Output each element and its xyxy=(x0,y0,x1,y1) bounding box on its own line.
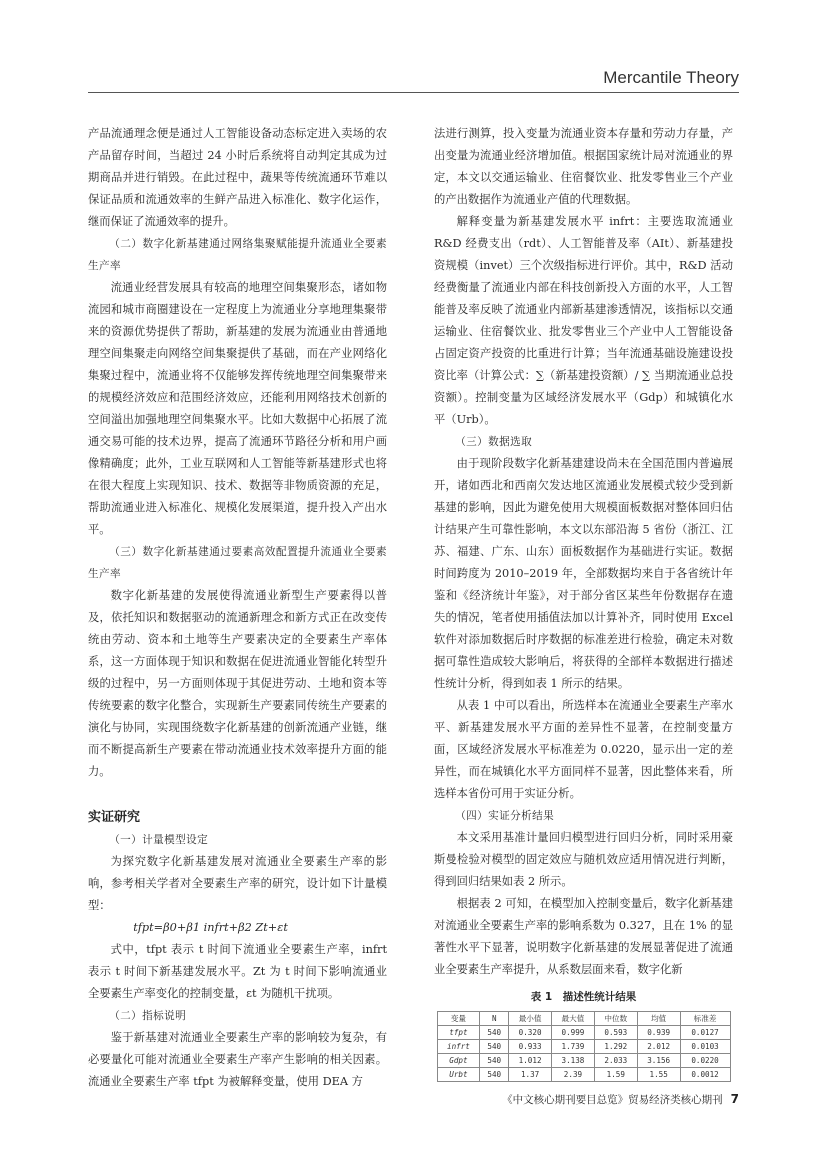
table-cell: 0.933 xyxy=(509,1040,552,1054)
subsection-heading: （二）数字化新基建通过网络集聚赋能提升流通业全要素生产率 xyxy=(88,238,387,272)
table-header-cell: 均值 xyxy=(637,1012,680,1026)
running-title: Mercantile Theory xyxy=(603,68,739,87)
table-cell: 0.0127 xyxy=(680,1026,730,1040)
table-header-cell: N xyxy=(480,1012,509,1026)
table-header-cell: 变量 xyxy=(437,1012,480,1026)
table-cell: 0.0103 xyxy=(680,1040,730,1054)
section-heading: 实证研究 xyxy=(88,810,141,825)
table-caption: 表 1 描述性统计结果 xyxy=(530,991,637,1003)
paragraph: 解释变量为新基建发展水平 infrt：主要选取流通业 R&D 经费支出（rdt）、人工智能普及率（AIt）、新基建投资规模（invet）三个次级指标进行评价。其中，R&D 活动经费衡量了流通业内部在科技创新投入方面的水平，人工智能普及率反映了流通业内部新基建渗透情况，该指标以交通运输业、住宿餐饮业、批发零售业三个产业中人工智能设备占固定资产投资的比重进行计算；当年流通基础设施建设投资比率（计算公式：∑（新基建投资额）/ ∑ 当期流通业总投资额）。控制变量为区域经济发展水平（Gdp）和城镇化水平（Urb）。 xyxy=(434,215,733,426)
paragraph: 从表 1 中可以看出，所选样本在流通业全要素生产率水平、新基建发展水平方面的差异性不显著，在控制变量方面，区域经济发展水平标准差为 0.0220，显示出一定的差异性，而在城镇化水平方面同样不显著，因此整体来看，所选样本省份可用于实证分析。 xyxy=(434,699,733,800)
subsection-heading: （四）实证分析结果 xyxy=(455,810,555,822)
page-footer xyxy=(502,1092,739,1107)
table-cell: 540 xyxy=(480,1026,509,1040)
table-cell: 2.033 xyxy=(594,1054,637,1068)
table-row xyxy=(437,1068,730,1082)
header-rule xyxy=(88,92,739,93)
table-row xyxy=(437,1026,730,1040)
table-row xyxy=(437,1040,730,1054)
table-cell: infrt xyxy=(437,1040,480,1054)
table-row xyxy=(437,1054,730,1068)
subsection-heading: （一）计量模型设定 xyxy=(109,834,209,846)
table-cell: Gdpt xyxy=(437,1054,480,1068)
paragraph: 根据表 2 可知，在模型加入控制变量后，数字化新基建对流通业全要素生产率的影响系数为 0.327，且在 1% 的显著性水平下显著，说明数字化新基建的发展显著促进了流通业全要素生产率提升，从系数层面来看，数字化新 xyxy=(434,897,733,976)
table-cell: 1.55 xyxy=(637,1068,680,1082)
paragraph: 流通业经营发展具有较高的地理空间集聚形态，诸如物流园和城市商圈建设在一定程度上为流通业分享地理集聚带来的资源优势提供了帮助，新基建的发展为流通业由普通地理空间集聚走向网络空间集聚提供了基础，而在产业网络化集聚过程中，流通业将不仅能够发挥传统地理空间集聚带来的规模经济效应和范围经济效应，还能利用网络技术创新的空间溢出加强地理空间集聚水平。比如大数据中心拓展了流通交易可能的技术边界，提高了流通环节路径分析和用户画像精确度；此外，工业互联网和人工智能等新基建形式也将在很大程度上实现知识、技术、数据等非物质资源的充足，帮助流通业进入标准化、规模化发展渠道，提升投入产出水平。 xyxy=(88,281,387,536)
table-cell: 540 xyxy=(480,1054,509,1068)
table-cell: 0.999 xyxy=(552,1026,595,1040)
paragraph: 产品流通理念便是通过人工智能设备动态标定进入卖场的农产品留存时间，当超过 24 小时后系统将自动判定其成为过期商品并进行销毁。在此过程中，蔬果等传统流通环节难以保证品质和流通效率的生鲜产品进入标准化、数字化运作，继而保证了流通效率的提升。 xyxy=(88,127,387,228)
table-cell: 0.939 xyxy=(637,1026,680,1040)
model-formula: tfpt=β0+β1 infrt+β2 Zt+εt xyxy=(133,921,288,934)
table-header-cell: 标准差 xyxy=(680,1012,730,1026)
subsection-heading: （二）指标说明 xyxy=(109,1010,187,1022)
table-cell: 540 xyxy=(480,1040,509,1054)
table-cell: 1.37 xyxy=(509,1068,552,1082)
descriptive-stats-table xyxy=(437,1011,731,1082)
table-cell: 1.59 xyxy=(594,1068,637,1082)
page-number: 7 xyxy=(730,1092,739,1106)
table-cell: 1.012 xyxy=(509,1054,552,1068)
table-header-row xyxy=(437,1012,730,1026)
table-cell: 2.012 xyxy=(637,1040,680,1054)
paragraph: 由于现阶段数字化新基建建设尚未在全国范围内普遍展开，诸如西北和西南欠发达地区流通业发展模式较少受到新基建的影响，因此为避免使用大规模面板数据对整体回归估计结果产生可靠性影响，本文以东部沿海 5 省份（浙江、江苏、福建、广东、山东）面板数据作为基础进行实证。数据时间跨度为 2010–2019 年，全部数据均来自于各省统计年鉴和《经济统计年鉴》，对于部分省区某些年份数据存在遗失的情况，笔者使用插值法加以计算补齐，同时使用 Excel 软件对添加数据后时序数据的标准差进行检验，确定未对数据可靠性造成较大影响后，将获得的全部样本数据进行描述性统计分析，得到如表 1 所示的结果。 xyxy=(434,457,733,690)
table-cell: 1.739 xyxy=(552,1040,595,1054)
table-cell: 3.156 xyxy=(637,1054,680,1068)
table-header-cell: 中位数 xyxy=(594,1012,637,1026)
paragraph: 数字化新基建的发展使得流通业新型生产要素得以普及，依托知识和数据驱动的流通新理念和新方式正在改变传统由劳动、资本和土地等生产要素决定的全要素生产率体系，这一方面体现于知识和数据在促进流通业智能化转型升级的过程中，另一方面则体现于其促进劳动、土地和资本等传统要素的数字化整合，实现新生产要素同传统生产要素的演化与协同，实现围绕数字化新基建的创新流通产业链，继而不断提高新生产要素在带动流通业技术效率提升方面的能力。 xyxy=(88,589,387,778)
table-cell: 0.0220 xyxy=(680,1054,730,1068)
table-cell: 2.39 xyxy=(552,1068,595,1082)
subsection-heading: （三）数据选取 xyxy=(455,436,533,448)
table-cell: 3.138 xyxy=(552,1054,595,1068)
subsection-heading: （三）数字化新基建通过要素高效配置提升流通业全要素生产率 xyxy=(88,546,387,580)
paragraph: 法进行测算，投入变量为流通业资本存量和劳动力存量，产出变量为流通业经济增加值。根据国家统计局对流通业的界定，本文以交通运输业、住宿餐饮业、批发零售业三个产业的产出数据作为流通业产值的代理数据。 xyxy=(434,127,733,206)
paragraph: 为探究数字化新基建发展对流通业全要素生产率的影响，参考相关学者对全要素生产率的研究，设计如下计量模型： xyxy=(88,855,387,912)
left-column xyxy=(88,123,387,1093)
paragraph: 鉴于新基建对流通业全要素生产率的影响较为复杂，有必要量化可能对流通业全要素生产率产生影响的相关因素。流通业全要素生产率 tfpt 为被解释变量，使用 DEA 方 xyxy=(88,1031,387,1088)
journal-name: 《中文核心期刊要目总览》贸易经济类核心期刊 xyxy=(502,1094,723,1106)
paragraph: 本文采用基准计量回归模型进行回归分析，同时采用豪斯曼检验对模型的固定效应与随机效应适用情况进行判断，得到回归结果如表 2 所示。 xyxy=(434,831,733,888)
table-header-cell: 最小值 xyxy=(509,1012,552,1026)
right-column xyxy=(434,123,733,1082)
table-header-cell: 最大值 xyxy=(552,1012,595,1026)
table-cell: tfpt xyxy=(437,1026,480,1040)
paragraph: 式中，tfpt 表示 t 时间下流通业全要素生产率，infrt 表示 t 时间下新基建发展水平。Zt 为 t 时间下影响流通业全要素生产率变化的控制变量，εt 为随机干扰项。 xyxy=(88,943,387,1000)
table-cell: 0.0012 xyxy=(680,1068,730,1082)
table-cell: 0.593 xyxy=(594,1026,637,1040)
table-cell: 540 xyxy=(480,1068,509,1082)
table-cell: Urbt xyxy=(437,1068,480,1082)
table-cell: 1.292 xyxy=(594,1040,637,1054)
table-cell: 0.320 xyxy=(509,1026,552,1040)
